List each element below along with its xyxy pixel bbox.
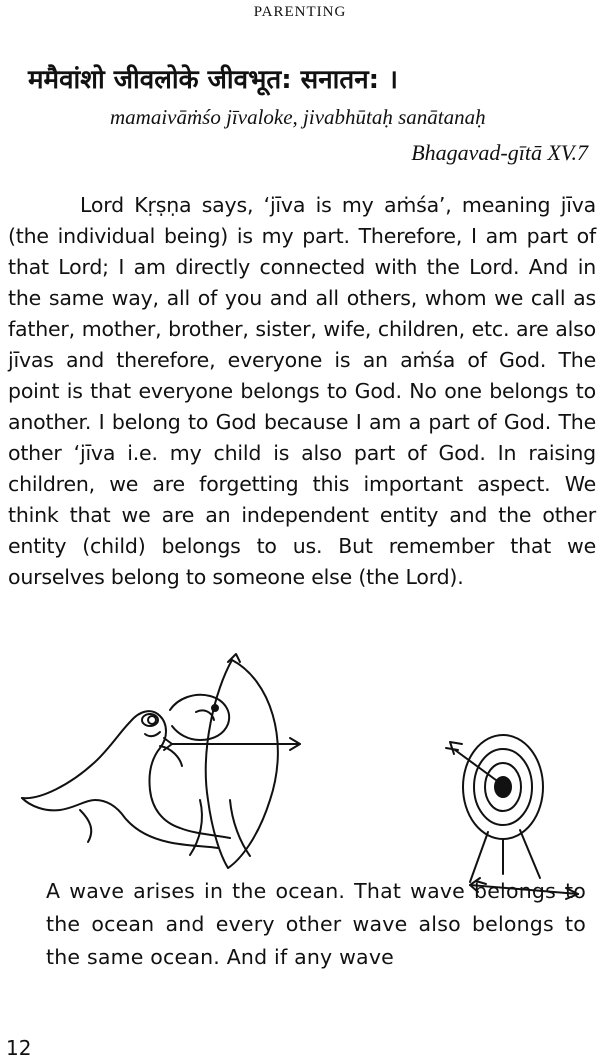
wave-archer-icon — [22, 654, 300, 868]
archery-target-icon — [446, 735, 543, 882]
illustration — [0, 650, 600, 900]
verse-citation: Bhagavad-gītā XV.7 — [411, 140, 588, 165]
body-paragraph-1 — [8, 190, 596, 593]
body-paragraph-1-text: Lord Kṛṣṇa says, ‘jīva is my aṁśa’, meaning jīva (the individual being) is my part. Therefore, I am part of that Lord; I am directly connected with the Lord. And in the same way, all of you and all others, whom we call as father, mother, brother, sister, wife, children, etc. are also jīvas and therefore, everyone is an aṁśa of God. The point is that everyone belongs to God. No one belongs to another. I belong to God because I am a part of God. The other ‘jīva i.e. my child is also part of God. In raising children, we are forgetting this important aspect. We think that we are an independent entity and the other entity (child) belongs to us. But remember that we ourselves belong to someone else (the Lord). — [8, 193, 596, 589]
page-number: 12 — [6, 1036, 32, 1060]
sanskrit-verse: ममैवांशो जीवलोके जीवभूत: सनातन: । — [28, 65, 398, 95]
running-title: PARENTING — [253, 4, 347, 20]
body-paragraph-2: A wave arises in the ocean. That wave belongs to the ocean and every other wave also belongs to the same ocean. And if any wave — [46, 879, 586, 969]
verse-transliteration: mamaivāṁśo jīvaloke, jivabhūtaḥ sanātanaḥ — [110, 105, 486, 129]
